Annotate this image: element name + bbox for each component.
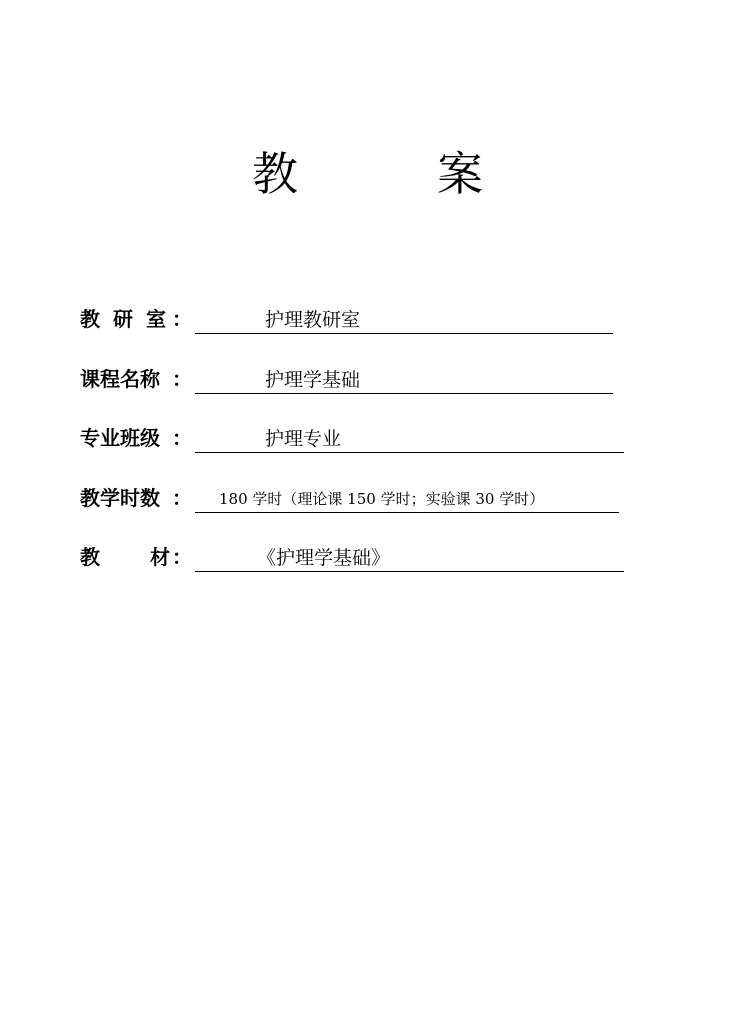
label-colon: ：: [172, 307, 192, 331]
field-label-course-name: [80, 365, 192, 393]
label-colon: ：: [172, 486, 192, 510]
field-value-department: 护理教研室: [265, 309, 361, 331]
field-label-teaching-hours: [80, 484, 192, 512]
label-colon: ：: [172, 545, 192, 569]
label-char: 教: [80, 307, 100, 331]
label-text: 课程名称: [80, 367, 160, 391]
field-line-teaching-hours: [195, 484, 619, 513]
label-char: 室: [146, 307, 166, 331]
field-value-major-class: 护理专业: [265, 428, 342, 450]
field-line-course-name: [195, 365, 613, 394]
field-line-major-class: [195, 424, 624, 453]
field-label-major-class: [80, 424, 192, 452]
page-title-char-1: 教: [252, 147, 298, 201]
label-char: 材: [150, 545, 170, 569]
label-text: 教学时数: [80, 486, 160, 510]
field-value-teaching-hours: 180 学时（理论课 150 学时；实验课 30 学时）: [219, 490, 545, 508]
field-line-department: [195, 305, 613, 334]
field-value-course-name: 护理学基础: [265, 369, 361, 391]
label-text: 专业班级: [80, 426, 160, 450]
field-line-textbook: [195, 543, 624, 572]
label-char: 教: [80, 545, 100, 569]
field-value-textbook: 《护理学基础》: [257, 547, 391, 569]
page-title-char-2: 案: [437, 147, 483, 201]
label-colon: ：: [172, 426, 192, 450]
label-colon: ：: [172, 367, 192, 391]
label-char: 研: [113, 307, 133, 331]
